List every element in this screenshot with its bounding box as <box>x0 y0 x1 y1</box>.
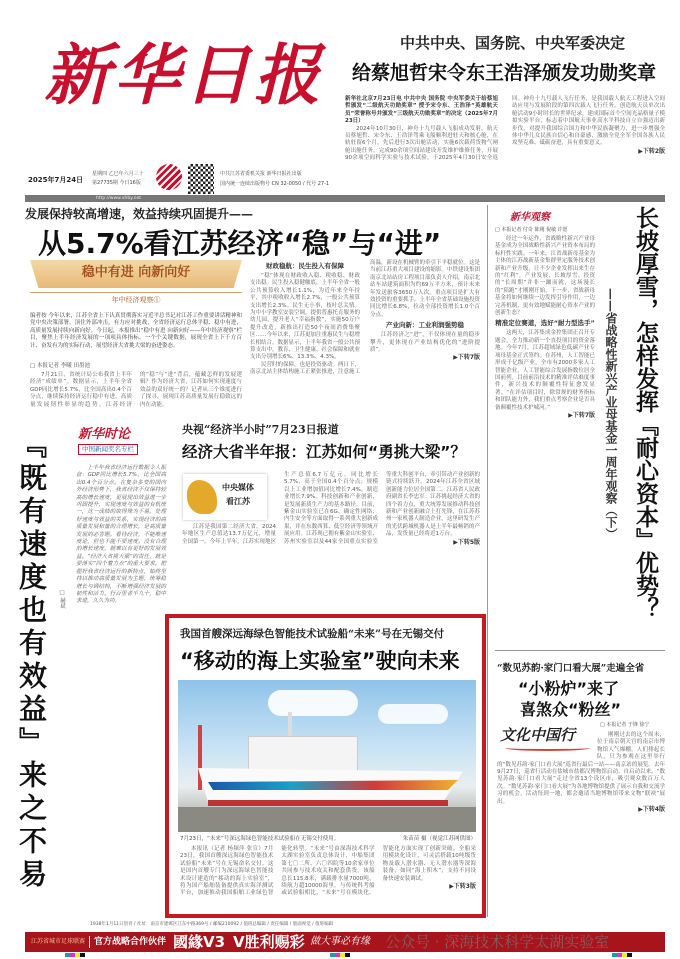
commentary-headline: 『既有速度也有效益』来之不易 <box>15 430 48 892</box>
culture-logo: 文化中国行 <box>500 726 576 744</box>
masthead-weekday: 星期四 乙巳年六月三十 <box>92 171 144 177</box>
masthead-date: 2025年7月24日 <box>28 176 84 184</box>
masthead-logo: 新华日报 <box>44 36 324 114</box>
right-headline: 长坡厚雪，怎样发挥『耐心资本』优势？ <box>632 206 658 620</box>
commentary-byline: □ 赫斌 <box>59 590 65 609</box>
watermark: 公众号 · 深海技术科学太湖实验室 <box>385 933 610 951</box>
culture-byline: □ 本报记者 于锋 徐宁 <box>600 722 650 728</box>
editor-note: 编者按 今年以来，江苏全省上下认真贯彻落实习近平总书记对江苏工作重要讲话精神和党中央决策部署，顶住外部冲击，有力应对挑战，全省经济运行总体平稳、稳中有进，高质量发展持续向新向好。今日起，本报推出“稳中有进 向新向好——年中经济观察”栏目，聚焦上半年经济发展的一项项具体指标、一个个关键数据，展现全省上下千方百计、奋发有为的实际行动，展望经济大省挑大梁的奋进姿态。 <box>30 313 242 349</box>
culture-continue[interactable]: ▶下转4版 <box>638 806 665 814</box>
right-subtitle: ——省战略性新兴产业母基金一周年观察（下） <box>604 288 618 540</box>
ad-brand: 國緣V3 <box>173 933 226 951</box>
lead-byline: □ 本报记者 李曦 田墨池 <box>30 363 90 369</box>
right-subhead: 精准定位赛道，选好“耐力型选手” <box>495 319 595 328</box>
banner-subtitle: 年中经济观察① <box>30 292 242 305</box>
commentary-badge: 中国新闻奖名专栏 <box>78 444 138 455</box>
masthead-url[interactable]: http://www.xhby.net <box>96 196 142 201</box>
ship-waterline <box>208 800 448 806</box>
cctv-badge <box>183 474 267 520</box>
ad-slogan: V胜利赐彩 <box>233 933 305 951</box>
ad-calligraphy: 做大事必有缘 <box>310 936 370 947</box>
jiangsu-map-icon <box>187 480 217 514</box>
crane <box>198 725 202 790</box>
masthead-publisher: 中共江苏省委机关报 新华日报社出版 <box>220 171 302 177</box>
top-story-kicker: 中共中央、国务院、中央军委决定 <box>400 34 626 52</box>
top-story-body: 2024年10月30日，神舟十九号载人飞船成功发射，航天员蔡旭哲、宋令东、王浩泽驾乘飞船顺利进驻天和核心舱，在轨驻留6个月，先后进行3次出舱活动，实施6次载荷货物气闸舱出舱任务，完成90余项空间站建设开发维护维修任务，开展90余项空间科学实验与技术试验，于2025年4月30日安全返回。神舟十九号载人飞行任务，是我国载人航天工程进入空间站应用与发展阶段的第四次载人飞行任务，创造航天员单次出舱活动9小时时长的世界纪录，建成国际首个空间光晶格量子模拟实验平台，标志着中国航天事业高水平科技自立自强迈出新步伐，对提升我国综合国力和中华民族凝聚力，进一步增强全体中华儿女民族自信心和自豪感，激励全党全军全国各族人民攻坚克难、砥砺奋进，具有重要意义。 <box>345 96 665 162</box>
commentary-logo: 新华时论 <box>78 427 131 442</box>
top-story-text <box>345 96 665 184</box>
ship-caption: 7月23日，“未来”号深远海绿色智能技术试验船在无锡交付使用。 <box>180 836 340 842</box>
color-bar <box>612 953 632 957</box>
qr-code-icon <box>188 164 214 194</box>
color-bar <box>65 953 85 957</box>
cctv-continue[interactable]: ▶下转5版 <box>453 538 480 546</box>
lead-kicker: 发展保持较高增速，效益持续巩固提升—— <box>25 207 254 221</box>
cctv-kicker: 央视“经济半小时”7月23日报道 <box>182 423 339 436</box>
right-continue[interactable]: ▶下转7版 <box>568 411 595 419</box>
ship-photo <box>178 680 476 832</box>
lead-continue[interactable]: ▶下转7版 <box>453 354 480 362</box>
xinhua-observe-logo: 新华观察 <box>510 212 550 223</box>
ship-superstructure <box>248 736 358 772</box>
cctv-headline: 经济大省半年报：江苏如何“勇挑大梁”？ <box>182 443 466 461</box>
footer-info: 1938年1月11日创刊 / 社址：南京市建邺区江东中路369号 / 邮编210092 / 值班总编辑 / 责任编辑 / 版面视觉 / 值班编辑 <box>90 922 334 927</box>
cctv-body: 中央媒体看江苏 江苏是我国第二经济大省。2024年地区生产总值达13.7万亿元，增量全国第一。今年上半年，江苏实现地区生产总值6.7万亿元，同比增长5.7%，高于全国0.4个百分点；规模以上工业增加值同比增长7.4%，制造业增长7.9%。科技创新和产业创新，是发展新质生产力的基本路径。目前，紫金山实验室已在6G、确定性网络、内生安全等方面取得一系列重大创新成果，并在东数西算、低空经济等领域开展应用。江苏现已拥有紫金山实验室、苏州实验室以及44家全国重点实验室等重大科创平台，牵引带动产业创新的链式持续跃升。2024年江苏全省区域创新能力位居全国第二。江苏省人民政府副省长李忠军：江苏挑起经济大省的四个着力点，重大统筹发展推动科技创新和产业创新融合上打先锋，在江苏苏州一家机器人制造企业，这里研发生产的光伏跨城机器人是上半年最畅销的产品，发货量已经将近1万台。 ▶下转5版 <box>182 472 480 546</box>
culture-headline-1: “小粉炉”来了 <box>518 679 620 698</box>
cloud <box>378 704 448 724</box>
cctv-badge-text: 中央媒体看江苏 <box>222 483 254 506</box>
emblem-icon <box>156 164 182 190</box>
culture-headline-2: 喜煞众“粉丝” <box>520 700 622 719</box>
column-banner <box>30 258 242 308</box>
ship-kicker: 我国首艘深远海绿色智能技术试验船“未来”号在无锡交付 <box>180 628 445 640</box>
cloud <box>268 690 358 716</box>
masthead-issue: 第27735期 今日16版 <box>92 180 141 186</box>
ship-photo-credit: 朱苗苗 摄（视觉江苏网供图） <box>402 836 476 842</box>
top-story-lead: 新华社北京7月23日电 中共中央 国务院 中央军委关于给蔡旭哲颁发“二级航天功勋奖章” 授予宋令东、王浩泽“英雄航天员”荣誉称号并颁发“三级航天功勋奖章”的决定（2025年7月23日） <box>345 96 498 125</box>
top-story-headline: 给蔡旭哲宋令东王浩泽颁发功勋奖章 <box>352 62 657 84</box>
ship-mast <box>288 712 292 738</box>
culture-kicker: “数见苏韵·家门口看大展”走遍全省 <box>497 663 645 674</box>
lead-subhead-1: 财政稳航：民生投入有保障 <box>266 262 344 270</box>
masthead-cn: 国内统一连续出版物号 CN 32-0050 / 代号 27-1 <box>220 181 330 187</box>
culture-logo-space <box>497 732 597 756</box>
lead-subhead-2: 产业向新：工业利润强势稳 <box>386 321 464 330</box>
ad-left-logo: 江苏省城市足球联赛 <box>31 938 86 945</box>
top-story-continue[interactable]: ▶下转2版 <box>638 147 665 155</box>
right-body: 经过一年运作，省战略性新兴产业母基金成为全国战略性新兴产业资本布局的标杆性实践。一年来，江省战新母基金为主体的江苏战新基金集群坚定服务技术创新和产业升级，让不少企业发挥出来生存的“红利”。产业发展，长坡厚雪。投资的“长周期”并非一蹴而就，这场漫长的“陪跑”才刚刚开始，下一步，省战新母基金将如何继续一边发挥引导作用，一边完善机制，更有效地赋能耐心资本产业的创新生态？ 精准定位赛道，选好“耐力型选手” 这两天，江苏集成金控集团正召开专题会，全力推动新一个直投项目的资金落地。今年7月，江苏超域绿色低碳产业专项母基金正式签约。在苏州，人工智能已形成千亿级产业，全市有2000多家人工智能企业，人工智能综合发展指数位居全国前列。目前前沿技术的精准评估难度事件，新兴技术的颠覆性特征愈发显著。“在评估项目时，除常规的财务指标和团队能力外，我们重点考察企业是否具备颠覆性技术护城河。” ▶下转7版 <box>495 236 595 419</box>
lead-body: 7月21日，省统计局公布我省上半年经济“成绩单”。数据显示，上半年全省GDP同比增长5.7%，比全国高出0.4个百分点，继续保持经济运行稳中有进、高质量发展韧性彰显的趋势。江苏经济的“稳”与“进”背后，蕴藏怎样的发展逻辑？作为经济大省，江苏如何实现速度与效益的双好统一的？记者从三个维度进行了探寻，展现江苏高质量发展行稳致远的内在动能。 <box>30 372 242 408</box>
lead-body-right: 财政稳航：民生投入有保障 “稳”体现在财政收入稳、税收稳、财政支出稳。民生投入稳健触底，上半年全省一般公共预算收入增长1.1%，为近年来全年持平，其中税收收入增长2.7%，一般公共预算支出增长2.3%。民生无小事，枝叶总关情。为中小学教室安装空调，提供普惠托育服务的幼儿园，提升老人“幸福指数”，实施50万户提升改造，新推出打造50个夜间消费集聚区……今年以来，江苏更加注重惠民生与稳增长相结合。数据显示，上半年我省一般公共预算支出中，教育、卫生健康、社会保障和就业支出分别增长6%、13.3%、4.3%。 民营时的保障，也是投资驱动。两日下，南京北站主体结构施工正紧张推进，注意施工高温，新设在机械臂的牵引下平稳就位。这是当前江苏重大项目建设的缩影。中铁建设集团南京北站站房工程项目部负责人介绍，南京北站车站建筑面积为约69万平方米，预计未来年发送旅客3650万人次。重点项目是扩大有效投资的重要抓手。上半年全省基础设施投资同比增长6.8%，拉动全部投资增长1.0个百分点。 产业向新：工业利润强势稳 江苏经济之“进”，不仅体现在量的稳步攀升，更体现在产业结构优化的“进阶提质”。 ▶下转7版 <box>250 260 481 376</box>
banner-title: 稳中有进 向新向好 <box>81 265 191 280</box>
dock <box>178 807 476 832</box>
culture-body: 刚刚过去的这个周末，位于南京朝天宫的南京市博物馆人气爆棚，人们排起长队，只为参观在这里举行的“数见苏韵·家门口看大展”巡省行最后一站——南京站的展览。去年9月27日，巡省行活动在盐城市盐都汉博物馆启动。自启动以来，“数见苏韵·家门口看大展”走过全省13个设区市，吸引观众数百万人次。“数见苏韵·家门口看大展”为各地博物馆提供了展示自我和交流学习的机会。活动每到一地，都会邀请当地博物馆带来文物“联袂”展出。 ▶下转4版 <box>497 732 665 814</box>
color-bar <box>330 953 350 957</box>
ship-headline: “移动的海上实验室”驶向未来 <box>180 649 460 673</box>
lead-headline: 从5.7%看江苏经济“稳”与“进” <box>38 227 442 260</box>
ad-left-tag: 官方战略合作伙伴 <box>89 936 166 948</box>
right-byline: □ 本报记者 付奇 陈刚 倪敏 许愿 <box>495 227 568 233</box>
ship-continue[interactable]: ▶下转3版 <box>449 883 476 891</box>
commentary-body: 上半年我省经济运行数据令人振奋：GDP同比增长5.7%，比全国高出0.4个百分点。在复杂多变的国内外经济形势下，我省经济不仅保持较高的增长速度，更展现出效益进一步巩固提升，实现速度与效益的有机统一，这一成绩的取得殊为不易。处理好速度与效益的关系，实现经济的高质量发展和量的合理增长，是高质量发展的必答题。看待经济，不能唯速度论，但也不能不要速度。没有合理的增长速度，就难以有更好的发展效益。“经济大省挑大梁”的责任，就是要落实“四个着力点”的重大要求。把握好我省经济运行的新特点，始终坚持以推动高质量发展为主题，统筹稳增长与调结构，不断增强经济发展的韧性和活力。行百里者半九十，稳中求进，久久为功。 <box>76 465 166 605</box>
ship-body: 本报讯（记者 杨频萍 张宣）7月23日，我国首艘深远海绿色智能技术试验船“未来”号在无锡命名交付。这是国内首艘专门为深远海绿色智能技术设计建造的“移动的海上实验室”，将为国产船舶装备提供真实海洋测试平台，加速推动我国船舶工业绿色智能化转型。“未来”号由深海技术科学太湖实验室负责总体设计，中船集团第七〇二所、六〇四院等10余家单位共同参与技术攻关和配套供货。该船总长115.8米，满载排水量7000吨，续航力超10000海里。与传统科考船或试验船相比，“未来”号在模块化、智能化方面实现了创新突破。全船采用模块化设计，可灵活搭载10吨级货物及载人潜水器、无人潜水器等深海装备，如同“海上积木”，支持不同设备快速安装调试。 ▶下转3版 <box>180 846 476 897</box>
